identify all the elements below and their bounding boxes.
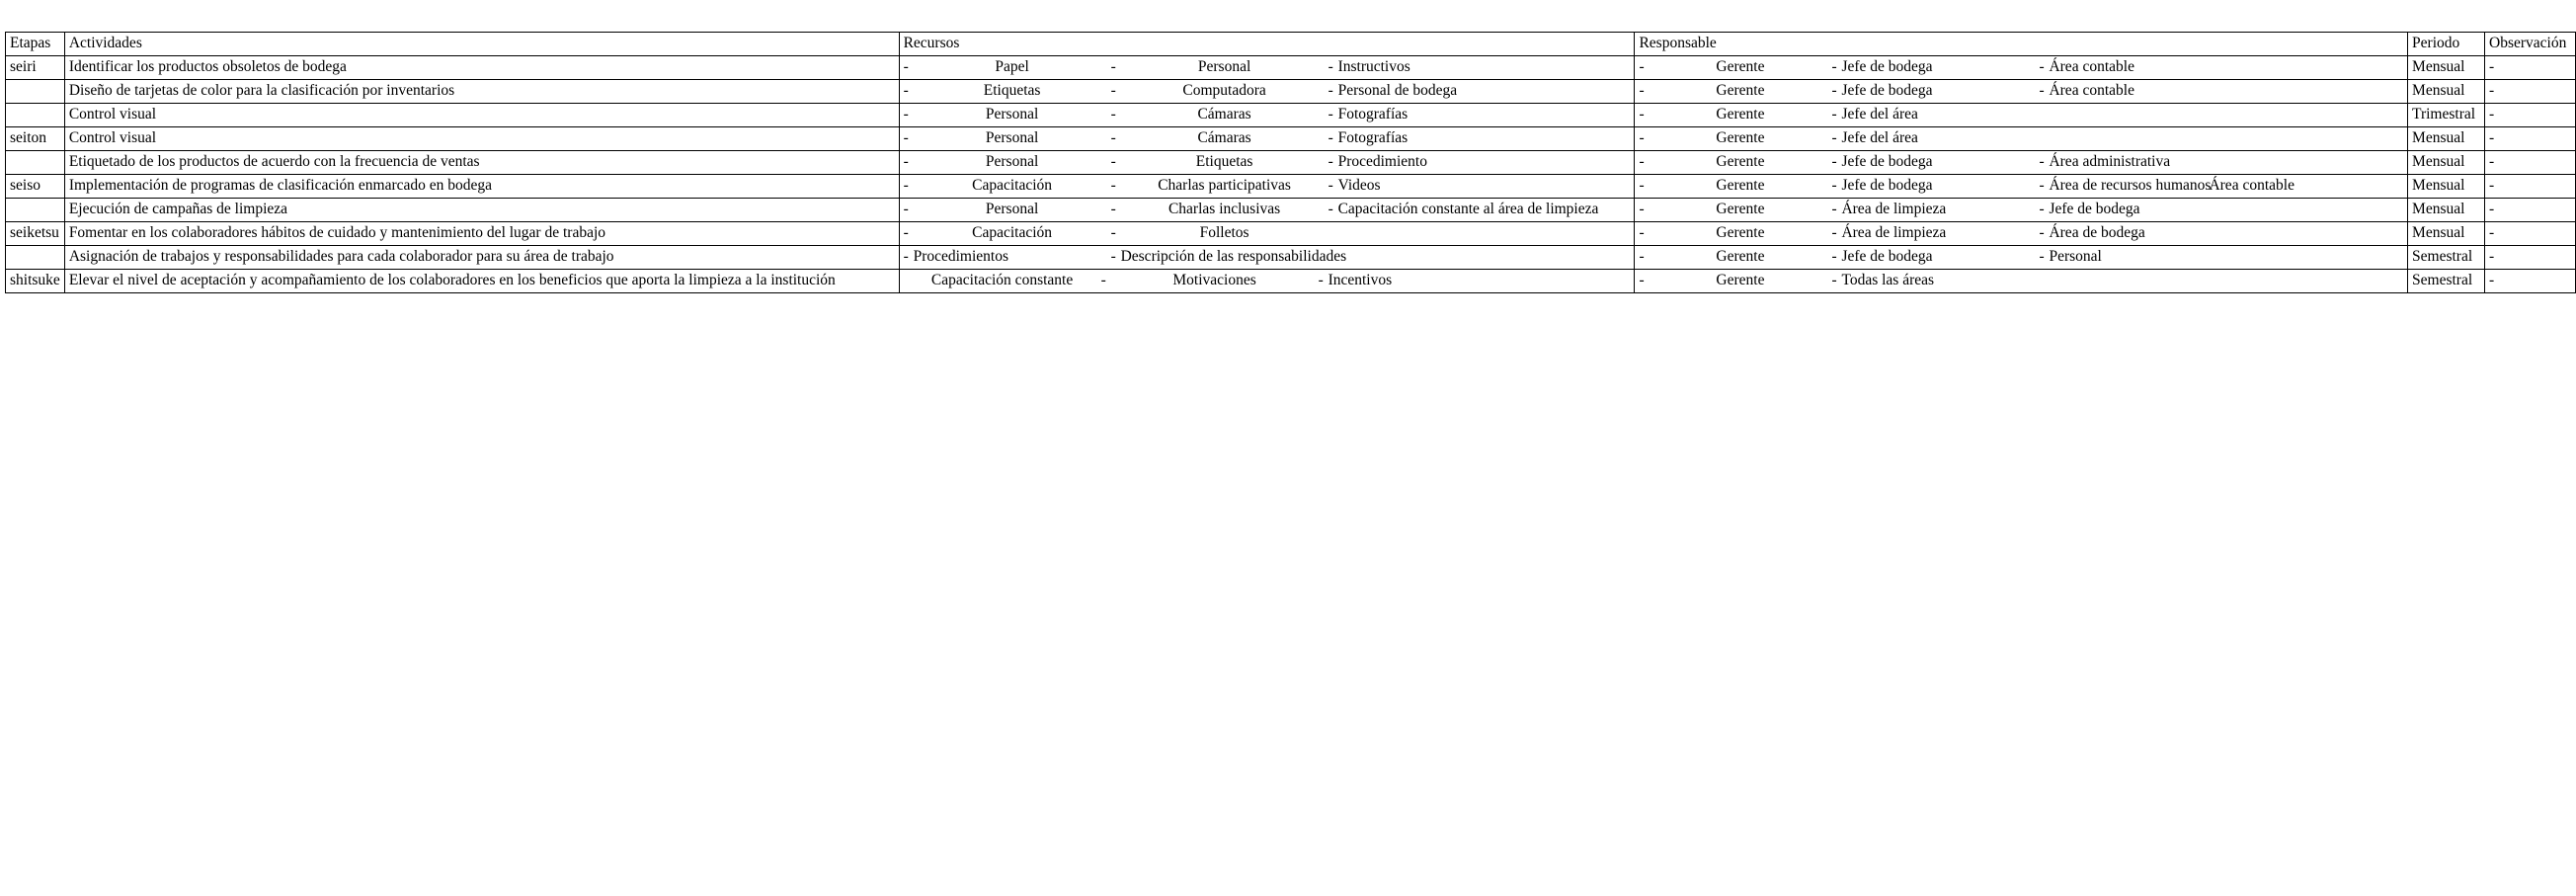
bullet-dash: - [2039, 201, 2045, 217]
recurso-item: Incentivos [1328, 272, 1393, 288]
recurso-item: Personal [985, 153, 1039, 170]
recurso-item: Etiquetas [983, 82, 1041, 99]
bullet-dash: - [1110, 224, 1116, 241]
bullet-dash: - [1110, 106, 1116, 122]
bullet-dash: - [1328, 177, 1333, 194]
bullet-dash: - [1110, 129, 1116, 146]
bullet-dash: - [1831, 129, 1837, 146]
cell-responsable [1635, 127, 2408, 151]
recurso-item: Folletos [1199, 224, 1249, 241]
cell-recursos [899, 104, 1635, 127]
bullet-dash: - [1328, 82, 1333, 99]
recurso-item: Capacitación [972, 177, 1053, 194]
recurso-item: Fotografías [1337, 129, 1409, 146]
cell-observacion: - [2485, 127, 2576, 151]
bullet-dash: - [1831, 177, 1837, 194]
cell-actividad: Diseño de tarjetas de color para la clasificación por inventarios [64, 80, 899, 104]
cell-periodo: Mensual [2408, 151, 2485, 175]
recurso-item: Procedimiento [1337, 153, 1427, 170]
recurso-item: Personal [985, 106, 1039, 122]
responsable-item: Área de recursos humanos [2049, 177, 2212, 194]
cell-actividad: Asignación de trabajos y responsabilidades para cada colaborador para su área de trabajo [64, 246, 899, 270]
cell-responsable [1635, 80, 2408, 104]
responsable-item: Jefe de bodega [1841, 82, 1933, 99]
bullet-dash: - [1831, 248, 1837, 265]
cell-observacion: - [2485, 104, 2576, 127]
bullet-dash: - [903, 58, 909, 75]
bullet-dash: - [1328, 106, 1333, 122]
cell-etapa [6, 104, 65, 127]
responsable-item: Área contable [2049, 58, 2134, 75]
table-row [6, 127, 2576, 151]
bullet-dash: - [2039, 248, 2045, 265]
recurso-item: Papel [995, 58, 1029, 75]
responsable-item: Gerente [1716, 201, 1765, 217]
cell-etapa: seiso [6, 175, 65, 199]
cell-etapa: shitsuke [6, 270, 65, 293]
responsable-item: Jefe de bodega [1841, 177, 1933, 194]
cell-recursos [899, 56, 1635, 80]
cell-responsable [1635, 270, 2408, 293]
bullet-dash: - [1328, 58, 1333, 75]
header-actividades: Actividades [64, 33, 899, 56]
cell-observacion: - [2485, 80, 2576, 104]
cell-etapa: seiketsu [6, 222, 65, 246]
bullet-dash: - [1639, 153, 1645, 170]
bullet-dash: - [1831, 272, 1837, 288]
bullet-dash: - [1328, 153, 1333, 170]
bullet-dash: - [903, 82, 909, 99]
responsable-item: Gerente [1716, 153, 1765, 170]
cell-periodo: Mensual [2408, 222, 2485, 246]
recurso-item: Personal de bodega [1337, 82, 1458, 99]
responsable-item: Jefe de bodega [1841, 248, 1933, 265]
bullet-dash: - [1318, 272, 1324, 288]
cell-recursos [899, 80, 1635, 104]
responsable-item: Gerente [1716, 82, 1765, 99]
cell-recursos [899, 175, 1635, 199]
recurso-item: Personal [1197, 58, 1251, 75]
bullet-dash: - [903, 153, 909, 170]
cell-responsable [1635, 246, 2408, 270]
responsable-item: Jefe de bodega [1841, 58, 1933, 75]
cell-recursos [899, 151, 1635, 175]
bullet-dash: - [1639, 177, 1645, 194]
cell-observacion: - [2485, 246, 2576, 270]
recurso-item: Videos [1337, 177, 1381, 194]
responsable-item: Gerente [1716, 106, 1765, 122]
cell-periodo: Mensual [2408, 199, 2485, 222]
table-row [6, 56, 2576, 80]
plan-5s-table [5, 32, 2576, 293]
table-row [6, 270, 2576, 293]
bullet-dash: - [1328, 129, 1333, 146]
cell-etapa [6, 199, 65, 222]
document-page [0, 32, 2576, 896]
responsable-item: Jefe del área [1841, 106, 1918, 122]
cell-actividad: Fomentar en los colaboradores hábitos de cuidado y mantenimiento del lugar de trabajo [64, 222, 899, 246]
cell-responsable [1635, 151, 2408, 175]
cell-etapa [6, 246, 65, 270]
cell-responsable [1635, 199, 2408, 222]
cell-observacion: - [2485, 151, 2576, 175]
bullet-dash: - [1831, 224, 1837, 241]
bullet-dash: - [2039, 58, 2045, 75]
responsable-item: Área administrativa [2049, 153, 2171, 170]
header-observacion: Observación [2485, 33, 2576, 56]
bullet-dash: - [2039, 224, 2045, 241]
responsable-item: Gerente [1716, 58, 1765, 75]
responsable-item: Área de bodega [2049, 224, 2145, 241]
recurso-item: Etiquetas [1195, 153, 1253, 170]
recurso-item: Cámaras [1197, 106, 1251, 122]
cell-responsable [1635, 104, 2408, 127]
cell-actividad: Control visual [64, 104, 899, 127]
cell-etapa: seiton [6, 127, 65, 151]
recurso-item: Computadora [1182, 82, 1266, 99]
bullet-dash: - [1639, 106, 1645, 122]
bullet-dash: - [1831, 201, 1837, 217]
recurso-item: Procedimientos [913, 248, 1009, 265]
bullet-dash: - [1831, 153, 1837, 170]
responsable-item: Área de limpieza [1841, 201, 1947, 217]
cell-observacion: - [2485, 222, 2576, 246]
bullet-dash: - [1328, 201, 1333, 217]
cell-responsable [1635, 175, 2408, 199]
cell-responsable [1635, 56, 2408, 80]
bullet-dash: - [1831, 58, 1837, 75]
bullet-dash: - [903, 224, 909, 241]
header-periodo: Periodo [2408, 33, 2485, 56]
header-responsable: Responsable [1635, 33, 2408, 56]
cell-periodo: Mensual [2408, 56, 2485, 80]
bullet-dash: - [1639, 248, 1645, 265]
cell-observacion: - [2485, 270, 2576, 293]
cell-recursos [899, 222, 1635, 246]
cell-actividad: Implementación de programas de clasificación enmarcado en bodega [64, 175, 899, 199]
cell-periodo: Mensual [2408, 127, 2485, 151]
cell-etapa [6, 80, 65, 104]
table-row [6, 222, 2576, 246]
recurso-item: Personal [985, 129, 1039, 146]
table-row [6, 175, 2576, 199]
responsable-item: Gerente [1716, 248, 1765, 265]
cell-actividad: Ejecución de campañas de limpieza [64, 199, 899, 222]
cell-periodo: Semestral [2408, 246, 2485, 270]
recurso-item: Instructivos [1337, 58, 1410, 75]
recurso-item: Capacitación constante al área de limpieza [1337, 201, 1599, 217]
cell-observacion: - [2485, 56, 2576, 80]
table-row [6, 151, 2576, 175]
bullet-dash: - [1639, 201, 1645, 217]
header-recursos: Recursos [899, 33, 1635, 56]
bullet-dash: - [1639, 58, 1645, 75]
responsable-item: Gerente [1716, 272, 1765, 288]
cell-etapa: seiri [6, 56, 65, 80]
bullet-dash: - [1831, 82, 1837, 99]
bullet-dash: - [1110, 58, 1116, 75]
bullet-dash: - [2039, 177, 2045, 194]
bullet-dash: - [1639, 224, 1645, 241]
cell-recursos [899, 246, 1635, 270]
recurso-item: Descripción de las responsabilidades [1120, 248, 1347, 265]
cell-observacion: - [2485, 175, 2576, 199]
table-row [6, 104, 2576, 127]
cell-actividad: Elevar el nivel de aceptación y acompañamiento de los colaboradores en los beneficios que aporta la limpieza a la institución [64, 270, 899, 293]
recurso-item: Capacitación constante [930, 272, 1074, 288]
responsable-item: Personal [2049, 248, 2102, 265]
bullet-dash: - [903, 177, 909, 194]
cell-periodo: Mensual [2408, 80, 2485, 104]
table-header-row [6, 33, 2576, 56]
bullet-dash: - [2039, 153, 2045, 170]
bullet-dash: - [1831, 106, 1837, 122]
bullet-dash: - [903, 201, 909, 217]
recurso-item: Motivaciones [1172, 272, 1256, 288]
bullet-dash: - [1110, 248, 1116, 265]
bullet-dash: - [1639, 82, 1645, 99]
table-row [6, 199, 2576, 222]
responsable-item: Gerente [1716, 224, 1765, 241]
cell-recursos [899, 127, 1635, 151]
bullet-dash: - [1100, 272, 1106, 288]
responsable-item: Área contable [2049, 82, 2134, 99]
cell-periodo: Semestral [2408, 270, 2485, 293]
cell-actividad: Etiquetado de los productos de acuerdo con la frecuencia de ventas [64, 151, 899, 175]
cell-actividad: Identificar los productos obsoletos de bodega [64, 56, 899, 80]
responsable-item: Jefe de bodega [1841, 153, 1933, 170]
responsable-item: Gerente [1716, 129, 1765, 146]
bullet-dash: - [1110, 177, 1116, 194]
bullet-dash: - [1639, 272, 1645, 288]
recurso-item: Capacitación [972, 224, 1053, 241]
bullet-dash: - [903, 106, 909, 122]
recurso-item: Fotografías [1337, 106, 1409, 122]
bullet-dash: - [1110, 82, 1116, 99]
cell-periodo: Trimestral [2408, 104, 2485, 127]
responsable-item: Jefe del área [1841, 129, 1918, 146]
bullet-dash: - [1110, 153, 1116, 170]
responsable-item: Área contable [2209, 177, 2294, 194]
cell-recursos [899, 270, 1635, 293]
responsable-item: Jefe de bodega [2049, 201, 2140, 217]
cell-periodo: Mensual [2408, 175, 2485, 199]
table-row [6, 246, 2576, 270]
recurso-item: Personal [985, 201, 1039, 217]
bullet-dash: - [1639, 129, 1645, 146]
responsable-item: Área de limpieza [1841, 224, 1947, 241]
bullet-dash: - [2039, 82, 2045, 99]
cell-responsable [1635, 222, 2408, 246]
cell-etapa [6, 151, 65, 175]
cell-actividad: Control visual [64, 127, 899, 151]
responsable-item: Gerente [1716, 177, 1765, 194]
bullet-dash: - [903, 248, 909, 265]
table-row [6, 80, 2576, 104]
responsable-item: Todas las áreas [1841, 272, 1935, 288]
recurso-item: Charlas inclusivas [1167, 201, 1281, 217]
header-etapas: Etapas [6, 33, 65, 56]
cell-recursos [899, 199, 1635, 222]
recurso-item: Cámaras [1197, 129, 1251, 146]
cell-observacion: - [2485, 199, 2576, 222]
bullet-dash: - [903, 129, 909, 146]
bullet-dash: - [1110, 201, 1116, 217]
recurso-item: Charlas participativas [1158, 177, 1291, 194]
